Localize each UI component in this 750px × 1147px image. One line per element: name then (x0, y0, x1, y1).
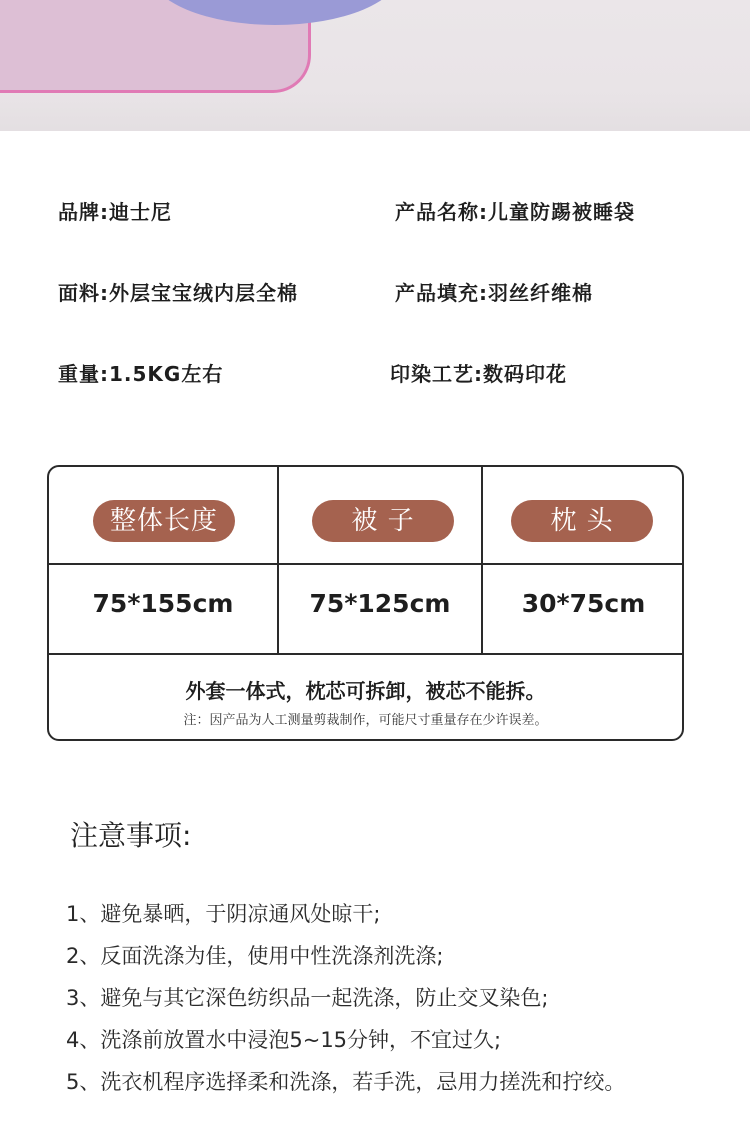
care-item-2: 2、反面洗涤为佳，使用中性洗涤剂洗涤; (66, 944, 444, 968)
header-quilt: 被 子 (312, 500, 454, 542)
info-printing (390, 358, 567, 387)
product-photo (0, 0, 750, 131)
care-item-4: 4、洗涤前放置水中浸泡5~15分钟，不宜过久; (66, 1028, 502, 1052)
header-overall-length: 整体长度 (93, 500, 235, 542)
info-product-name (395, 196, 635, 225)
info-weight-value: 1.5KG左右 (109, 362, 224, 386)
info-weight (58, 358, 223, 387)
table-note-main: 外套一体式，枕芯可拆卸，被芯不能拆。 (185, 679, 546, 703)
table-divider-body (49, 653, 682, 655)
info-fabric-value: 外层宝宝绒内层全棉 (109, 281, 298, 305)
table-column-divider-2 (481, 467, 483, 655)
info-filling-label: 产品填充 : (395, 281, 488, 305)
info-printing-label: 印染工艺 : (390, 362, 483, 386)
size-quilt: 75*125cm (309, 589, 451, 618)
info-filling-value: 羽丝纤维棉 (488, 281, 593, 305)
info-brand (58, 196, 172, 225)
info-printing-value: 数码印花 (483, 362, 567, 386)
table-note-small: 注：因产品为人工测量剪裁制作，可能尺寸重量存在少许误差。 (183, 713, 548, 728)
care-item-3: 3、避免与其它深色纺织品一起洗涤，防止交叉染色; (66, 986, 549, 1010)
size-pillow: 30*75cm (521, 589, 646, 618)
info-brand-value: 迪士尼 (109, 200, 172, 224)
info-filling (395, 277, 593, 306)
table-column-divider-1 (277, 467, 279, 655)
info-brand-label: 品牌 : (58, 200, 109, 224)
care-title: 注意事项: (70, 819, 192, 852)
care-item-5: 5、洗衣机程序选择柔和洗涤，若手洗，忌用力搓洗和拧绞。 (66, 1070, 626, 1094)
info-fabric-label: 面料 : (58, 281, 109, 305)
info-product-name-value: 儿童防踢被睡袋 (488, 200, 635, 224)
size-overall-length: 75*155cm (92, 589, 234, 618)
info-weight-label: 重量 : (58, 362, 109, 386)
header-pillow: 枕 头 (511, 500, 653, 542)
info-product-name-label: 产品名称 : (395, 200, 488, 224)
table-divider-header (49, 563, 682, 565)
care-list (66, 893, 625, 1103)
size-table (47, 465, 684, 741)
info-fabric (58, 277, 298, 306)
care-item-1: 1、避免暴晒，于阴凉通风处晾干; (66, 902, 381, 926)
photo-floor (0, 92, 750, 131)
